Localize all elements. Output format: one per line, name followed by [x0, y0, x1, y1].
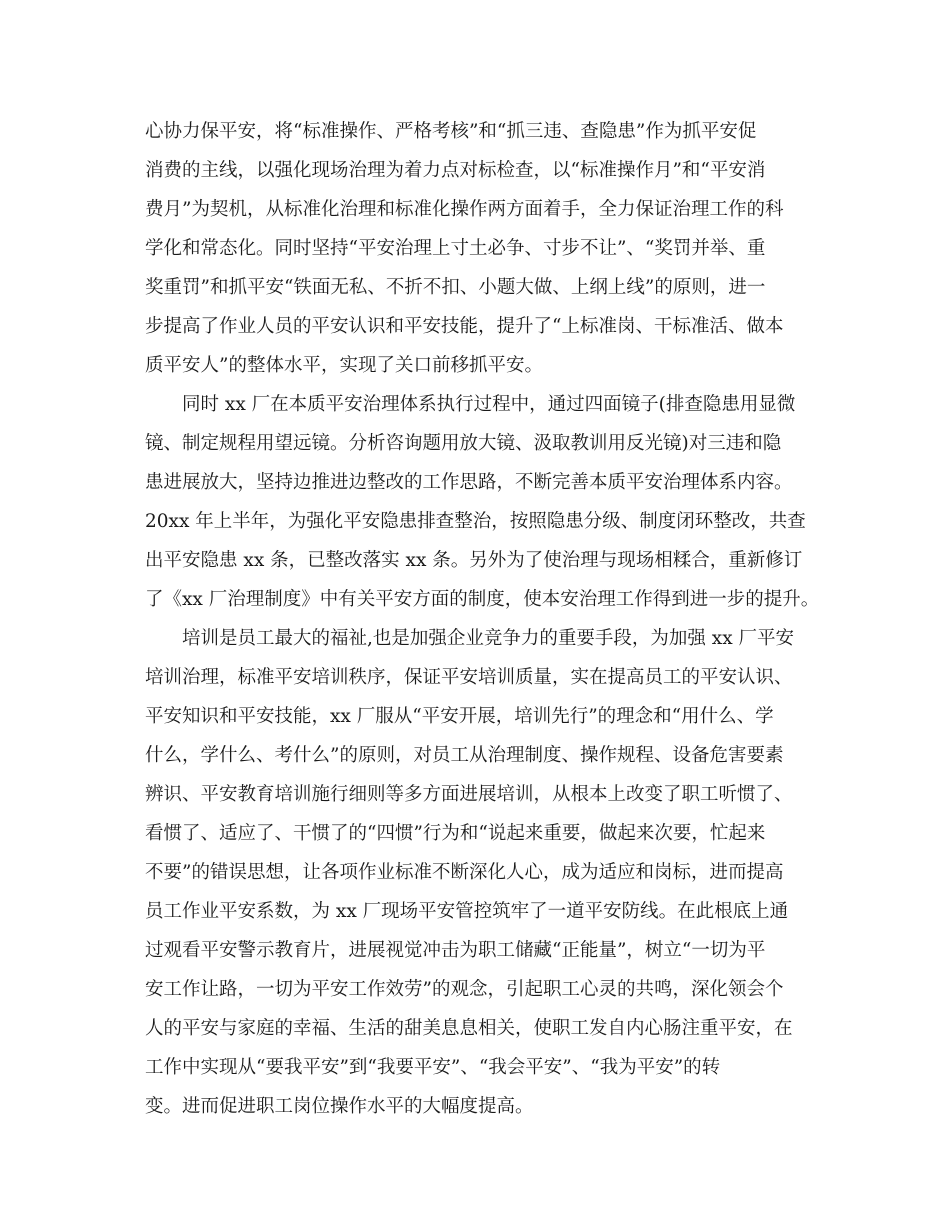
- text-line: 人的平安与家庭的幸福、生活的甜美息息相关，使职工发自内心肠注重平安，在: [145, 1018, 793, 1039]
- text-line: 心协力保平安，将“标准操作、严格考核”和“抓三违、查隐患”作为抓平安促: [145, 121, 757, 142]
- text-line: 了《xx 厂治理制度》中有关平安方面的制度，使本安治理工作得到进一步的提升。: [145, 589, 820, 610]
- text-line: 辨识、平安教育培训施行细则等多方面进展培训，从根本上改变了职工听惯了、: [145, 784, 793, 805]
- text-line: 费月”为契机，从标准化治理和标准化操作两方面着手，全力保证治理工作的科: [145, 199, 784, 220]
- document-body: [145, 112, 820, 1126]
- text-line: 平安知识和平安技能，xx 厂服从“平安开展，培训先行”的理念和“用什么、学: [145, 706, 774, 727]
- text-line: 工作中实现从“要我平安”到“我要平安”、“我会平安”、“我为平安”的转: [145, 1057, 721, 1078]
- text-line: 变。进而促进职工岗位操作水平的大幅度提高。: [145, 1096, 534, 1117]
- text-line: 培训治理，标准平安培训秩序，保证平安培训质量，实在提高员工的平安认识、: [145, 667, 793, 688]
- text-line: 培训是员工最大的福祉,也是加强企业竞争力的重要手段，为加强 xx 厂平安: [145, 628, 795, 649]
- text-line: 过观看平安警示教育片，进展视觉冲击为职工储藏“正能量”，树立“一切为平: [145, 940, 766, 961]
- text-line: 安工作让路，一切为平安工作效劳”的观念，引起职工心灵的共鸣，深化领会个: [145, 979, 784, 1000]
- paragraph-2: [145, 385, 820, 619]
- text-line: 出平安隐患 xx 条，已整改落实 xx 条。另外为了使治理与现场相糅合，重新修订: [145, 550, 803, 571]
- text-line: 20xx 年上半年，为强化平安隐患排查整治，按照隐患分级、制度闭环整改，共查: [145, 511, 806, 532]
- text-line: 奖重罚”和抓平安“铁面无私、不折不扣、小题大做、上纲上线”的原则，进一: [145, 277, 766, 298]
- text-line: 患进展放大，坚持边推进边整改的工作思路，不断完善本质平安治理体系内容。: [145, 472, 793, 493]
- text-line: 镜、制定规程用望远镜。分析咨询题用放大镜、汲取教训用反光镜)对三违和隐: [145, 433, 782, 454]
- text-line: 步提高了作业人员的平安认识和平安技能，提升了“上标准岗、干标准活、做本: [145, 316, 784, 337]
- text-line: 同时 xx 厂在本质平安治理体系执行过程中，通过四面镜子(排查隐患用显微: [145, 394, 796, 415]
- text-line: 看惯了、适应了、干惯了的“四惯”行为和“说起来重要，做起来次要，忙起来: [145, 823, 766, 844]
- text-line: 消费的主线，以强化现场治理为着力点对标检查，以“标准操作月”和“平安消: [145, 160, 766, 181]
- paragraph-3: [145, 619, 815, 1126]
- text-line: 什么，学什么、考什么”的原则，对员工从治理制度、操作规程、设备危害要素: [145, 745, 784, 766]
- text-line: 学化和常态化。同时坚持“平安治理上寸土必争、寸步不让”、“奖罚并举、重: [145, 238, 766, 259]
- text-line: 不要”的错误思想，让各项作业标准不断深化人心，成为适应和岗标，进而提高: [145, 862, 784, 883]
- paragraph-1: [145, 112, 815, 385]
- text-line: 质平安人”的整体水平，实现了关口前移抓平安。: [145, 355, 543, 376]
- text-line: 员工作业平安系数，为 xx 厂现场平安管控筑牢了一道平安防线。在此根底上通: [145, 901, 789, 922]
